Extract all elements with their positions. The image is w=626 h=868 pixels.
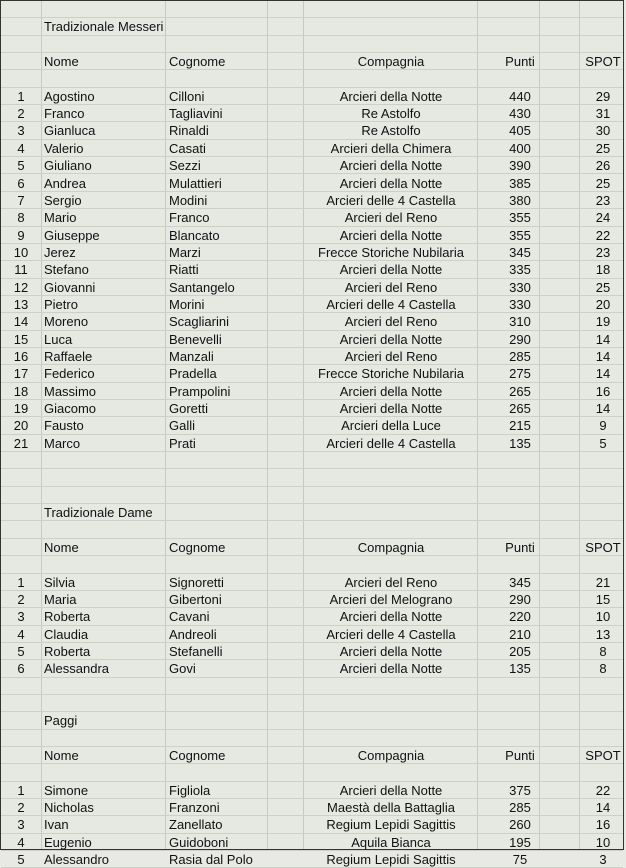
rank-cell[interactable]: 6 — [17, 661, 25, 677]
table-row — [1, 296, 623, 313]
rank-cell[interactable]: 3 — [17, 609, 25, 625]
nome-cell[interactable]: Giuseppe — [44, 227, 100, 243]
nome-cell[interactable]: Giacomo — [44, 401, 97, 417]
compagnia-cell[interactable]: Arcieri della Notte — [339, 661, 443, 677]
punti-cell[interactable]: 330 — [509, 296, 531, 312]
spot-cell[interactable]: 29 — [595, 88, 611, 104]
spot-cell[interactable]: 22 — [595, 782, 611, 798]
header-compagnia[interactable]: Compagnia — [357, 748, 425, 764]
compagnia-cell[interactable]: Arcieri del Reno — [344, 279, 438, 295]
table-row — [1, 626, 623, 643]
nome-cell[interactable]: Valerio — [44, 140, 84, 156]
punti-cell[interactable]: 135 — [509, 435, 531, 451]
punti-cell[interactable]: 355 — [509, 210, 531, 226]
compagnia-cell[interactable]: Arcieri delle 4 Castella — [326, 435, 456, 451]
cognome-cell[interactable]: Guidoboni — [169, 834, 229, 850]
cognome-cell[interactable]: Manzali — [169, 349, 214, 364]
table-row — [1, 782, 623, 799]
cognome-cell[interactable]: Scagliarini — [169, 314, 229, 330]
table-row — [1, 140, 623, 157]
compagnia-cell[interactable]: Aquila Bianca — [351, 834, 431, 850]
rank-cell[interactable]: 21 — [13, 435, 29, 451]
rank-cell[interactable]: 1 — [17, 782, 25, 798]
section-title-row — [1, 18, 623, 35]
compagnia-cell[interactable]: Re Astolfo — [361, 123, 421, 139]
spot-cell[interactable]: 14 — [595, 331, 611, 347]
punti-cell[interactable]: 290 — [509, 591, 531, 607]
rank-cell[interactable]: 5 — [17, 852, 25, 868]
punti-cell[interactable]: 205 — [509, 643, 531, 659]
header-spot[interactable]: SPOT — [585, 54, 621, 70]
punti-cell[interactable]: 215 — [509, 418, 531, 434]
cognome-cell[interactable]: Franzoni — [169, 800, 220, 816]
table-row — [1, 799, 623, 816]
blank-row — [1, 695, 623, 712]
nome-cell[interactable]: Marco — [44, 435, 81, 451]
nome-cell[interactable]: Alessandro — [44, 852, 110, 868]
spot-cell[interactable]: 13 — [595, 626, 611, 642]
compagnia-cell[interactable]: Arcieri della Notte — [339, 88, 443, 104]
compagnia-cell[interactable]: Arcieri della Notte — [339, 331, 443, 347]
table-row — [1, 660, 623, 677]
compagnia-cell[interactable]: Arcieri del Reno — [344, 210, 438, 226]
table-row — [1, 365, 623, 382]
nome-cell[interactable]: Silvia — [44, 574, 76, 590]
cognome-cell[interactable]: Pradella — [169, 366, 217, 382]
header-cognome[interactable]: Cognome — [169, 539, 226, 555]
compagnia-cell[interactable]: Arcieri della Notte — [339, 609, 443, 625]
table-row — [1, 105, 623, 122]
rank-cell[interactable]: 1 — [17, 88, 25, 104]
rank-cell[interactable]: 15 — [13, 331, 29, 347]
rank-cell[interactable]: 19 — [13, 401, 29, 417]
punti-cell[interactable]: 285 — [509, 349, 531, 364]
cognome-cell[interactable]: Santangelo — [169, 279, 235, 295]
punti-cell[interactable]: 345 — [509, 244, 531, 260]
rank-cell[interactable]: 20 — [13, 418, 29, 434]
spot-cell[interactable]: 23 — [595, 192, 611, 208]
rank-cell[interactable]: 10 — [13, 244, 29, 260]
section-title-row — [1, 712, 623, 729]
nome-cell[interactable]: Roberta — [44, 609, 91, 625]
punti-cell[interactable]: 440 — [509, 88, 531, 104]
section-title[interactable]: Tradizionale Dame — [44, 505, 153, 521]
blank-row — [1, 522, 623, 539]
compagnia-cell[interactable]: Frecce Storiche Nubilaria — [318, 366, 464, 382]
table-row — [1, 643, 623, 660]
rank-cell[interactable]: 5 — [17, 643, 25, 659]
punti-cell[interactable]: 310 — [509, 314, 531, 330]
rank-cell[interactable]: 6 — [17, 175, 25, 191]
punti-cell[interactable]: 335 — [509, 262, 531, 278]
cognome-cell[interactable]: Modini — [169, 192, 208, 208]
section-title-row — [1, 504, 623, 521]
spot-cell[interactable]: 3 — [599, 852, 607, 868]
header-compagnia[interactable]: Compagnia — [357, 539, 425, 555]
table-row — [1, 348, 623, 365]
spot-cell[interactable]: 26 — [595, 158, 611, 174]
cognome-cell[interactable]: Casati — [169, 140, 206, 156]
cognome-cell[interactable]: Tagliavini — [169, 106, 223, 122]
rank-cell[interactable]: 9 — [17, 227, 25, 243]
nome-cell[interactable]: Sergio — [44, 192, 82, 208]
punti-cell[interactable]: 375 — [509, 782, 531, 798]
compagnia-cell[interactable]: Regium Lepidi Sagittis — [326, 817, 456, 833]
compagnia-cell[interactable]: Arcieri della Notte — [339, 227, 443, 243]
nome-cell[interactable]: Gianluca — [44, 123, 96, 139]
nome-cell[interactable]: Luca — [44, 331, 73, 347]
punti-cell[interactable]: 285 — [509, 800, 531, 816]
cognome-cell[interactable]: Signoretti — [169, 574, 224, 590]
cognome-cell[interactable]: Sezzi — [169, 158, 201, 174]
spot-cell[interactable]: 25 — [595, 140, 611, 156]
table-row — [1, 816, 623, 833]
punti-cell[interactable]: 260 — [509, 817, 531, 833]
compagnia-cell[interactable]: Arcieri delle 4 Castella — [326, 296, 456, 312]
compagnia-cell[interactable]: Arcieri della Notte — [339, 401, 443, 417]
rank-cell[interactable]: 12 — [13, 279, 29, 295]
nome-cell[interactable]: Giuliano — [44, 158, 92, 174]
table-row — [1, 279, 623, 296]
rank-cell[interactable]: 17 — [13, 366, 29, 382]
compagnia-cell[interactable]: Arcieri delle 4 Castella — [326, 192, 456, 208]
spot-cell[interactable]: 21 — [595, 574, 611, 590]
table-row — [1, 192, 623, 209]
compagnia-cell[interactable]: Arcieri della Notte — [339, 643, 443, 659]
header-cognome[interactable]: Cognome — [169, 54, 226, 70]
header-row — [1, 539, 623, 556]
table-row — [1, 227, 623, 244]
nome-cell[interactable]: Pietro — [44, 296, 78, 312]
cognome-cell[interactable]: Prampolini — [169, 383, 231, 399]
table-row — [1, 88, 623, 105]
cognome-cell[interactable]: Cavani — [169, 609, 210, 625]
compagnia-cell[interactable]: Arcieri della Notte — [339, 158, 443, 174]
blank-row — [1, 36, 623, 53]
nome-cell[interactable]: Massimo — [44, 383, 97, 399]
blank-row — [1, 452, 623, 469]
table-row — [1, 851, 623, 868]
blank-row — [1, 764, 623, 781]
table-row — [1, 244, 623, 261]
nome-cell[interactable]: Alessandra — [44, 661, 110, 677]
header-row — [1, 747, 623, 764]
cognome-cell[interactable]: Blancato — [169, 227, 220, 243]
spot-cell[interactable]: 16 — [595, 817, 611, 833]
table-row — [1, 834, 623, 851]
nome-cell[interactable]: Stefano — [44, 262, 89, 278]
cognome-cell[interactable]: Govi — [169, 661, 196, 677]
cognome-cell[interactable]: Marzi — [169, 244, 201, 260]
compagnia-cell[interactable]: Frecce Storiche Nubilaria — [318, 244, 464, 260]
header-spot[interactable]: SPOT — [585, 748, 621, 764]
header-compagnia[interactable]: Compagnia — [357, 54, 425, 70]
compagnia-cell[interactable]: Re Astolfo — [361, 106, 421, 122]
table-row — [1, 591, 623, 608]
nome-cell[interactable]: Eugenio — [44, 834, 92, 850]
header-nome[interactable]: Nome — [44, 748, 79, 764]
punti-cell[interactable]: 290 — [509, 331, 531, 347]
table-row — [1, 331, 623, 348]
nome-cell[interactable]: Simone — [44, 782, 89, 798]
nome-cell[interactable]: Agostino — [44, 88, 95, 104]
cognome-cell[interactable]: Franco — [169, 210, 210, 226]
table-row — [1, 175, 623, 192]
punti-cell[interactable]: 405 — [509, 123, 531, 139]
nome-cell[interactable]: Jerez — [44, 244, 76, 260]
nome-cell[interactable]: Mario — [44, 210, 77, 226]
nome-cell[interactable]: Claudia — [44, 626, 89, 642]
cognome-cell[interactable]: Zanellato — [169, 817, 223, 833]
punti-cell[interactable]: 390 — [509, 158, 531, 174]
nome-cell[interactable]: Raffaele — [44, 349, 93, 364]
table-row — [1, 122, 623, 139]
spot-cell[interactable]: 19 — [595, 314, 611, 330]
punti-cell[interactable]: 135 — [509, 661, 531, 677]
nome-cell[interactable]: Andrea — [44, 175, 86, 191]
header-cognome[interactable]: Cognome — [169, 748, 226, 764]
nome-cell[interactable]: Giovanni — [44, 279, 96, 295]
spot-cell[interactable]: 5 — [599, 435, 607, 451]
table-row — [1, 383, 623, 400]
cognome-cell[interactable]: Stefanelli — [169, 643, 223, 659]
rank-cell[interactable]: 4 — [17, 834, 25, 850]
spot-cell[interactable]: 25 — [595, 279, 611, 295]
spot-cell[interactable]: 14 — [595, 800, 611, 816]
cognome-cell[interactable]: Figliola — [169, 782, 211, 798]
punti-cell[interactable]: 75 — [512, 852, 528, 868]
punti-cell[interactable]: 330 — [509, 279, 531, 295]
spot-cell[interactable]: 9 — [599, 418, 607, 434]
compagnia-cell[interactable]: Arcieri del Melograno — [329, 591, 453, 607]
blank-row — [1, 1, 623, 18]
compagnia-cell[interactable]: Arcieri della Notte — [339, 262, 443, 278]
blank-row — [1, 730, 623, 747]
blank-row — [1, 469, 623, 486]
table-row — [1, 261, 623, 278]
blank-row — [1, 556, 623, 573]
spot-cell[interactable]: 31 — [595, 106, 611, 122]
punti-cell[interactable]: 380 — [509, 192, 531, 208]
cognome-cell[interactable]: Cilloni — [169, 88, 205, 104]
cognome-cell[interactable]: Rinaldi — [169, 123, 209, 139]
cognome-cell[interactable]: Morini — [169, 296, 205, 312]
punti-cell[interactable]: 265 — [509, 383, 531, 399]
table-row — [1, 313, 623, 330]
punti-cell[interactable]: 385 — [509, 175, 531, 191]
section-title[interactable]: Paggi — [44, 713, 78, 729]
rank-cell[interactable]: 5 — [17, 158, 25, 174]
punti-cell[interactable]: 345 — [509, 574, 531, 590]
rank-cell[interactable]: 2 — [17, 591, 25, 607]
nome-cell[interactable]: Federico — [44, 366, 95, 382]
cognome-cell[interactable]: Andreoli — [169, 626, 217, 642]
punti-cell[interactable]: 210 — [509, 626, 531, 642]
punti-cell[interactable]: 220 — [509, 609, 531, 625]
compagnia-cell[interactable]: Arcieri della Chimera — [330, 140, 452, 156]
rank-cell[interactable]: 4 — [17, 626, 25, 642]
header-punti[interactable]: Punti — [505, 748, 535, 764]
spot-cell[interactable]: 23 — [595, 244, 611, 260]
nome-cell[interactable]: Roberta — [44, 643, 91, 659]
rank-cell[interactable]: 3 — [17, 123, 25, 139]
spot-cell[interactable]: 15 — [595, 591, 611, 607]
punti-cell[interactable]: 275 — [509, 366, 531, 382]
compagnia-cell[interactable]: Arcieri del Reno — [344, 574, 438, 590]
rank-cell[interactable]: 2 — [17, 106, 25, 122]
compagnia-cell[interactable]: Arcieri del Reno — [344, 314, 438, 330]
rank-cell[interactable]: 11 — [14, 262, 28, 278]
spot-cell[interactable]: 24 — [595, 210, 611, 226]
table-row — [1, 574, 623, 591]
spot-cell[interactable]: 16 — [595, 383, 611, 399]
spot-cell[interactable]: 14 — [595, 366, 611, 382]
nome-cell[interactable]: Ivan — [44, 817, 69, 833]
table-row — [1, 157, 623, 174]
spot-cell[interactable]: 25 — [595, 175, 611, 191]
header-nome[interactable]: Nome — [44, 54, 79, 70]
rank-cell[interactable]: 18 — [13, 383, 29, 399]
spot-cell[interactable]: 20 — [595, 296, 611, 312]
spot-cell[interactable]: 18 — [595, 262, 611, 278]
spot-cell[interactable]: 30 — [595, 123, 611, 139]
spot-cell[interactable]: 10 — [595, 609, 611, 625]
table-row — [1, 400, 623, 417]
cognome-cell[interactable]: Gibertoni — [169, 591, 222, 607]
header-row — [1, 53, 623, 70]
spot-cell[interactable]: 10 — [595, 834, 611, 850]
cognome-cell[interactable]: Goretti — [169, 401, 209, 417]
spot-cell[interactable]: 22 — [595, 227, 611, 243]
punti-cell[interactable]: 400 — [509, 140, 531, 156]
rank-cell[interactable]: 7 — [17, 192, 25, 208]
table-row — [1, 435, 623, 452]
cognome-cell[interactable]: Benevelli — [169, 331, 222, 347]
compagnia-cell[interactable]: Arcieri del Reno — [344, 349, 438, 364]
rank-cell[interactable]: 2 — [17, 800, 25, 816]
header-punti[interactable]: Punti — [505, 539, 535, 555]
cognome-cell[interactable]: Rasia dal Polo — [169, 852, 253, 868]
compagnia-cell[interactable]: Arcieri della Luce — [341, 418, 441, 434]
cognome-cell[interactable]: Galli — [169, 418, 196, 434]
rank-cell[interactable]: 16 — [13, 349, 29, 364]
compagnia-cell[interactable]: Regium Lepidi Sagittis — [326, 852, 456, 868]
header-punti[interactable]: Punti — [505, 54, 535, 70]
nome-cell[interactable]: Fausto — [44, 418, 84, 434]
table-row — [1, 209, 623, 226]
section-title[interactable]: Tradizionale Messeri — [44, 19, 164, 35]
spot-cell[interactable]: 8 — [599, 643, 607, 659]
rank-cell[interactable]: 14 — [13, 314, 29, 330]
nome-cell[interactable]: Nicholas — [44, 800, 94, 816]
punti-cell[interactable]: 355 — [509, 227, 531, 243]
compagnia-cell[interactable]: Arcieri delle 4 Castella — [326, 626, 456, 642]
rank-cell[interactable]: 1 — [17, 574, 25, 590]
nome-cell[interactable]: Moreno — [44, 314, 89, 330]
punti-cell[interactable]: 430 — [509, 106, 531, 122]
cognome-cell[interactable]: Mulattieri — [169, 175, 222, 191]
rank-cell[interactable]: 13 — [13, 296, 29, 312]
blank-row — [1, 487, 623, 504]
cognome-cell[interactable]: Riatti — [169, 262, 199, 278]
header-nome[interactable]: Nome — [44, 539, 79, 555]
punti-cell[interactable]: 265 — [509, 401, 531, 417]
table-row — [1, 417, 623, 434]
blank-row — [1, 678, 623, 695]
compagnia-cell[interactable]: Arcieri della Notte — [339, 383, 443, 399]
spot-cell[interactable]: 14 — [595, 349, 611, 364]
blank-row — [1, 70, 623, 87]
compagnia-cell[interactable]: Maestà della Battaglia — [327, 800, 455, 816]
header-spot[interactable]: SPOT — [585, 539, 621, 555]
rank-cell[interactable]: 3 — [17, 817, 25, 833]
nome-cell[interactable]: Maria — [44, 591, 77, 607]
punti-cell[interactable]: 195 — [509, 834, 531, 850]
compagnia-cell[interactable]: Arcieri della Notte — [339, 782, 443, 798]
cognome-cell[interactable]: Prati — [169, 435, 196, 451]
rank-cell[interactable]: 8 — [17, 210, 25, 226]
nome-cell[interactable]: Franco — [44, 106, 85, 122]
spot-cell[interactable]: 8 — [599, 661, 607, 677]
compagnia-cell[interactable]: Arcieri della Notte — [339, 175, 443, 191]
table-row — [1, 608, 623, 625]
rank-cell[interactable]: 4 — [17, 140, 25, 156]
spot-cell[interactable]: 14 — [595, 401, 611, 417]
